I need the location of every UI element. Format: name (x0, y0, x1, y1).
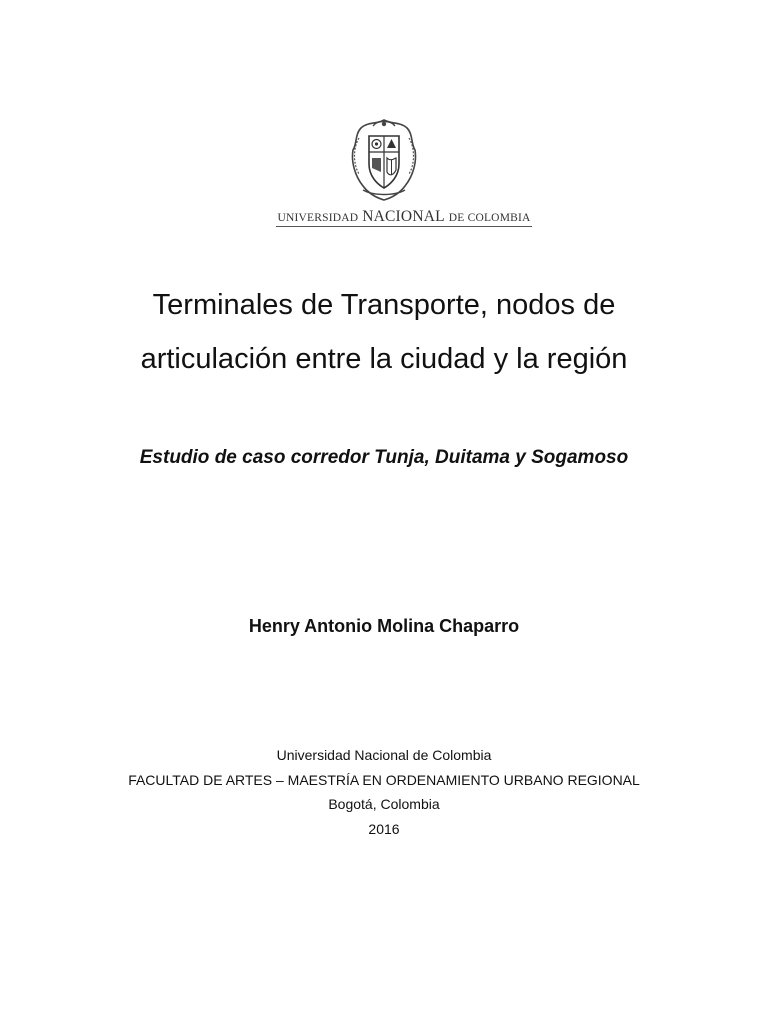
thesis-subtitle: Estudio de caso corredor Tunja, Duitama y Sogamoso (139, 447, 629, 468)
institution-info (0, 743, 768, 841)
wordmark-de-colombia: DE COLOMBIA (448, 212, 531, 224)
author-name: Henry Antonio Molina Chaparro (248, 616, 520, 636)
university-crest-icon (349, 118, 419, 202)
wordmark-universidad: UNIVERSIDAD (277, 212, 359, 224)
wordmark-nacional: NACIONAL (362, 208, 445, 225)
university-wordmark (276, 208, 532, 227)
university-logo (0, 118, 768, 202)
wordmark-underline (276, 226, 532, 227)
thesis-title: Terminales de Transporte, nodos de articulación entre la ciudad y la región (140, 289, 628, 375)
institution-university: Universidad Nacional de Colombia (276, 747, 492, 763)
institution-year: 2016 (368, 820, 400, 837)
institution-faculty: FACULTAD DE ARTES – MAESTRÍA EN ORDENAMIENTO URBANO REGIONAL (128, 771, 640, 788)
institution-location: Bogotá, Colombia (328, 796, 440, 812)
